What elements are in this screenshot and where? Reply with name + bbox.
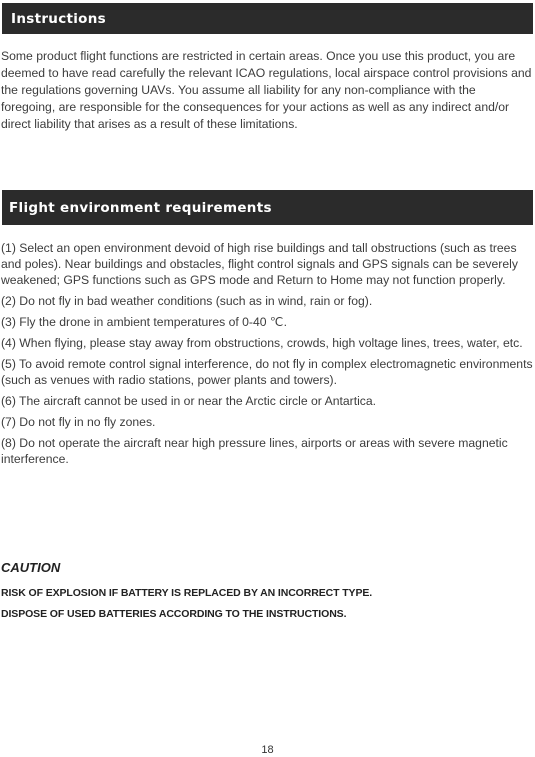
environment-header	[2, 190, 533, 225]
environment-title: Flight environment requirements	[9, 199, 272, 216]
requirement-item: (6) The aircraft cannot be used in or near the Arctic circle or Antartica.	[1, 394, 377, 408]
instructions-paragraph: Some product flight functions are restricted in certain areas. Once you use this product, you are deemed to have read carefully the relevant ICAO regulations, local airspace control provisions and the regulations governing UAVs. You assume all liability for any non-compliance with the foregoing, are responsible for the consequences for your actions as well as any indirect and/or direct liability that arises as a result of these limitations.	[1, 49, 532, 131]
requirement-item: (4) When flying, please stay away from obstructions, crowds, high voltage lines, trees, water, etc.	[1, 336, 523, 350]
caution-disposal-warning: DISPOSE OF USED BATTERIES ACCORDING TO THE INSTRUCTIONS.	[1, 608, 347, 620]
environment-requirements-list	[1, 240, 533, 472]
page-number: 18	[261, 744, 274, 756]
requirement-item: (3) Fly the drone in ambient temperatures of 0-40 ℃.	[1, 315, 288, 329]
instructions-title: Instructions	[11, 10, 106, 27]
instructions-header	[2, 3, 533, 34]
requirement-item: (8) Do not operate the aircraft near high pressure lines, airports or areas with severe magnetic interference.	[1, 436, 508, 466]
requirement-item: (1) Select an open environment devoid of high rise buildings and tall obstructions (such as trees and poles). Near buildings and obstacles, flight control signals and GPS signals can be severely weakened; GPS functions such as GPS mode and Return to Home may not function properly.	[1, 241, 518, 287]
caution-battery-warning: RISK OF EXPLOSION IF BATTERY IS REPLACED BY AN INCORRECT TYPE.	[1, 587, 373, 599]
requirement-item: (2) Do not fly in bad weather conditions (such as in wind, rain or fog).	[1, 294, 373, 308]
requirement-item: (5) To avoid remote control signal interference, do not fly in complex electromagnetic environments (such as venues with radio stations, power plants and towers).	[1, 357, 533, 387]
caution-title: CAUTION	[1, 560, 61, 575]
requirement-item: (7) Do not fly in no fly zones.	[1, 415, 156, 429]
